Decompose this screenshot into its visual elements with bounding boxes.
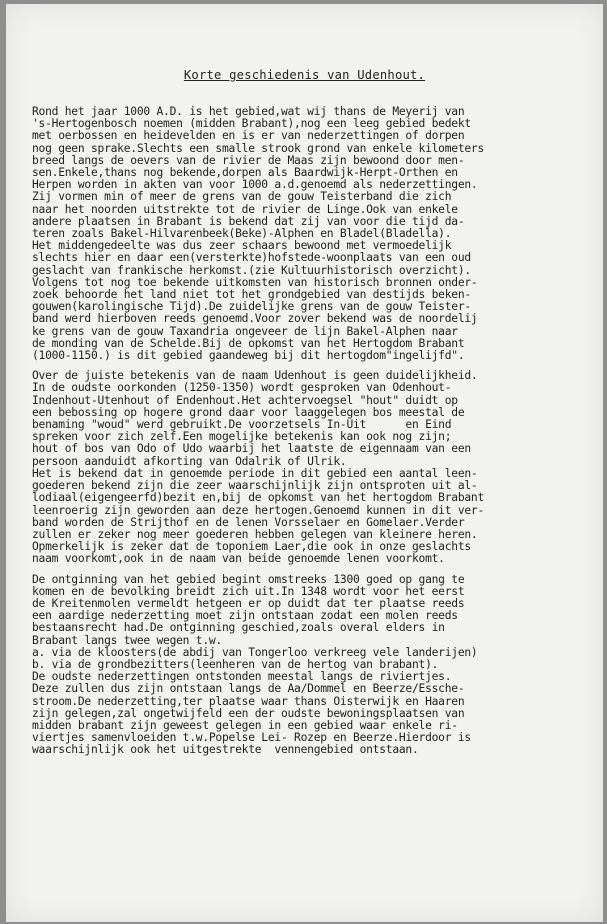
document-body xyxy=(32,106,587,765)
text-line: Zij vormen min of meer de grens van de gouw Teisterband die zich xyxy=(32,191,452,204)
text-line: goederen bekend zijn die zeer waarschijnlijk zijn ontsproten uit al- xyxy=(32,480,478,493)
text-line: Volgens tot nog toe bekende uitkomsten van historisch bronnen onder- xyxy=(32,276,478,289)
text-line: waarschijnlijk ook het uitgestrekte vennengebied ontstaan. xyxy=(32,744,419,757)
text-line: hout of bos van Odo of Udo waarbij het laatste de eigennaam van een xyxy=(32,443,471,456)
text-line: zullen er zeker nog meer goederen hebben gelegen van kleinere heren. xyxy=(32,528,478,541)
text-line: spreken voor zich zelf.Een mogelijke betekenis kan ook nog zijn; xyxy=(32,431,452,444)
text-line: In de oudste oorkonden (1250-1350) wordt gesproken van Odenhout- xyxy=(32,382,452,395)
text-line: bestaansrecht had.De ontginning geschied,zoals overal elders in xyxy=(32,622,445,635)
text-line: midden brabant zijn geweest gelegen in een gebied waar enkele ri- xyxy=(32,719,458,732)
text-line: naar het noorden uitstrekte tot de rivier de Linge.Ook van enkele xyxy=(32,203,458,216)
paragraph xyxy=(32,106,587,362)
text-line: De oudste nederzettingen ontstonden meestal langs de riviertjes. xyxy=(32,671,452,684)
text-line: ke grens van de gouw Taxandria ongeveer de lijn Bakel-Alphen naar xyxy=(32,325,458,338)
text-line: viertjes samenvloeiden t.w.Popelse Lei- Rozep en Beerze.Hierdoor is xyxy=(32,732,471,745)
text-line: Opmerkelijk is zeker dat de toponiem Laer,die ook in onze geslachts xyxy=(32,541,471,554)
text-line: Indenhout-Utenhout of Endenhout.Het achtervoegsel "hout" duidt op xyxy=(32,394,458,407)
text-line: andere plaatsen in Brabant is bekend dat zij van voor die tijd da- xyxy=(32,215,465,228)
document-page xyxy=(6,4,603,922)
text-line: De ontginning van het gebied begint omstreeks 1300 goed op gang te xyxy=(32,573,465,586)
text-line: persoon aanduidt afkorting van Odalrik of Ulrik. xyxy=(32,455,347,468)
text-line: Het middengedeelte was dus zeer schaars bewoond met vermoedelijk xyxy=(32,240,452,253)
text-line: leenroerig zijn geworden aan deze hertogen.Genoemd kunnen in dit ver- xyxy=(32,504,485,517)
text-line: zoek behoorde het land niet tot het grondgebied van destijds beken- xyxy=(32,289,471,302)
text-line: breed langs de oevers van de rivier de Maas zijn bewoond door men- xyxy=(32,154,465,167)
text-line: stroom.De nederzetting,ter plaatse waar thans Oisterwijk en Haaren xyxy=(32,695,465,708)
text-line: lodiaal(eigengeerfd)bezit en,bij de opkomst van het hertogdom Brabant xyxy=(32,492,485,505)
text-line: b. via de grondbezitters(leenheren van de hertog van brabant). xyxy=(32,658,439,671)
text-line: band worden de Strijthof en de lenen Vorsselaer en Gomelaer.Verder xyxy=(32,516,465,529)
text-line: Het is bekend dat in genoemde periode in dit gebied een aantal leen- xyxy=(32,467,478,480)
text-line: zijn gelegen,zal ongetwijfeld een der oudste bewoningsplaatsen van xyxy=(32,707,465,720)
text-line: Herpen worden in akten van voor 1000 a.d.genoemd als nederzettingen. xyxy=(32,179,478,192)
text-line: nog geen sprake.Slechts een smalle strook grond van enkele kilometers xyxy=(32,142,485,155)
text-line: slechts hier en daar een(versterkte)hofstede-woonplaats van een oud xyxy=(32,252,471,265)
text-line: band werd hierboven reeds genoemd.Voor zover bekend was de noordelij xyxy=(32,313,478,326)
text-line: sen.Enkele,thans nog bekende,dorpen als Baardwijk-Herpt-Orthen en xyxy=(32,167,458,180)
text-line: komen en de bevolking breidt zich uit.In 1348 wordt voor het eerst xyxy=(32,585,465,598)
text-line: een aardige nederzetting moet zijn ontstaan zodat een molen reeds xyxy=(32,610,458,623)
document-title: Korte geschiedenis van Udenhout. xyxy=(183,68,426,82)
text-line: Deze zullen dus zijn ontstaan langs de Aa/Dommel en Beerze/Essche- xyxy=(32,683,465,696)
text-line: de Kreitenmolen vermeldt hetgeen er op duidt dat ter plaatse reeds xyxy=(32,597,465,610)
text-line: a. via de kloosters(de abdij van Tongerloo verkreeg vele landerijen) xyxy=(32,646,478,659)
text-line: (1000-1150.) is dit gebied gaandeweg bij dit hertogdom"ingelijfd". xyxy=(32,350,465,363)
text-line: Brabant langs twee wegen t.w. xyxy=(32,634,222,647)
text-line: naam voorkomt,ook in de naam van beide genoemde lenen voorkomt. xyxy=(32,553,445,566)
text-line: geslacht van frankische herkomst.(zie Kultuurhistorisch overzicht). xyxy=(32,264,471,277)
paragraph xyxy=(32,370,587,565)
text-line: teren zoals Bakel-Hilvarenbeek(Beke)-Alphen en Bladel(Bladella). xyxy=(32,228,452,241)
text-line: de monding van de Schelde.Bij de opkomst van het Hertogdom Brabant xyxy=(32,337,465,350)
text-line: gouwen(karolingische Tijd).De zuidelijke grens van de gouw Teister- xyxy=(32,301,471,314)
text-line: 's-Hertogenbosch noemen (midden Brabant),nog een leeg gebied bedekt xyxy=(32,118,471,131)
text-line: Over de juiste betekenis van de naam Udenhout is geen duidelijkheid. xyxy=(32,370,478,383)
text-line: een bebossing op hogere grond daar voor laaggelegen bos meestal de xyxy=(32,406,465,419)
paragraph xyxy=(32,574,587,757)
text-line: met oerbossen en heidevelden en is er van nederzettingen of dorpen xyxy=(32,130,465,143)
text-line: benaming "woud" werd gebruikt.De voorzetsels In-Uit en Eind xyxy=(32,419,452,432)
text-line: Rond het jaar 1000 A.D. is het gebied,wat wij thans de Meyerij van xyxy=(32,106,465,118)
